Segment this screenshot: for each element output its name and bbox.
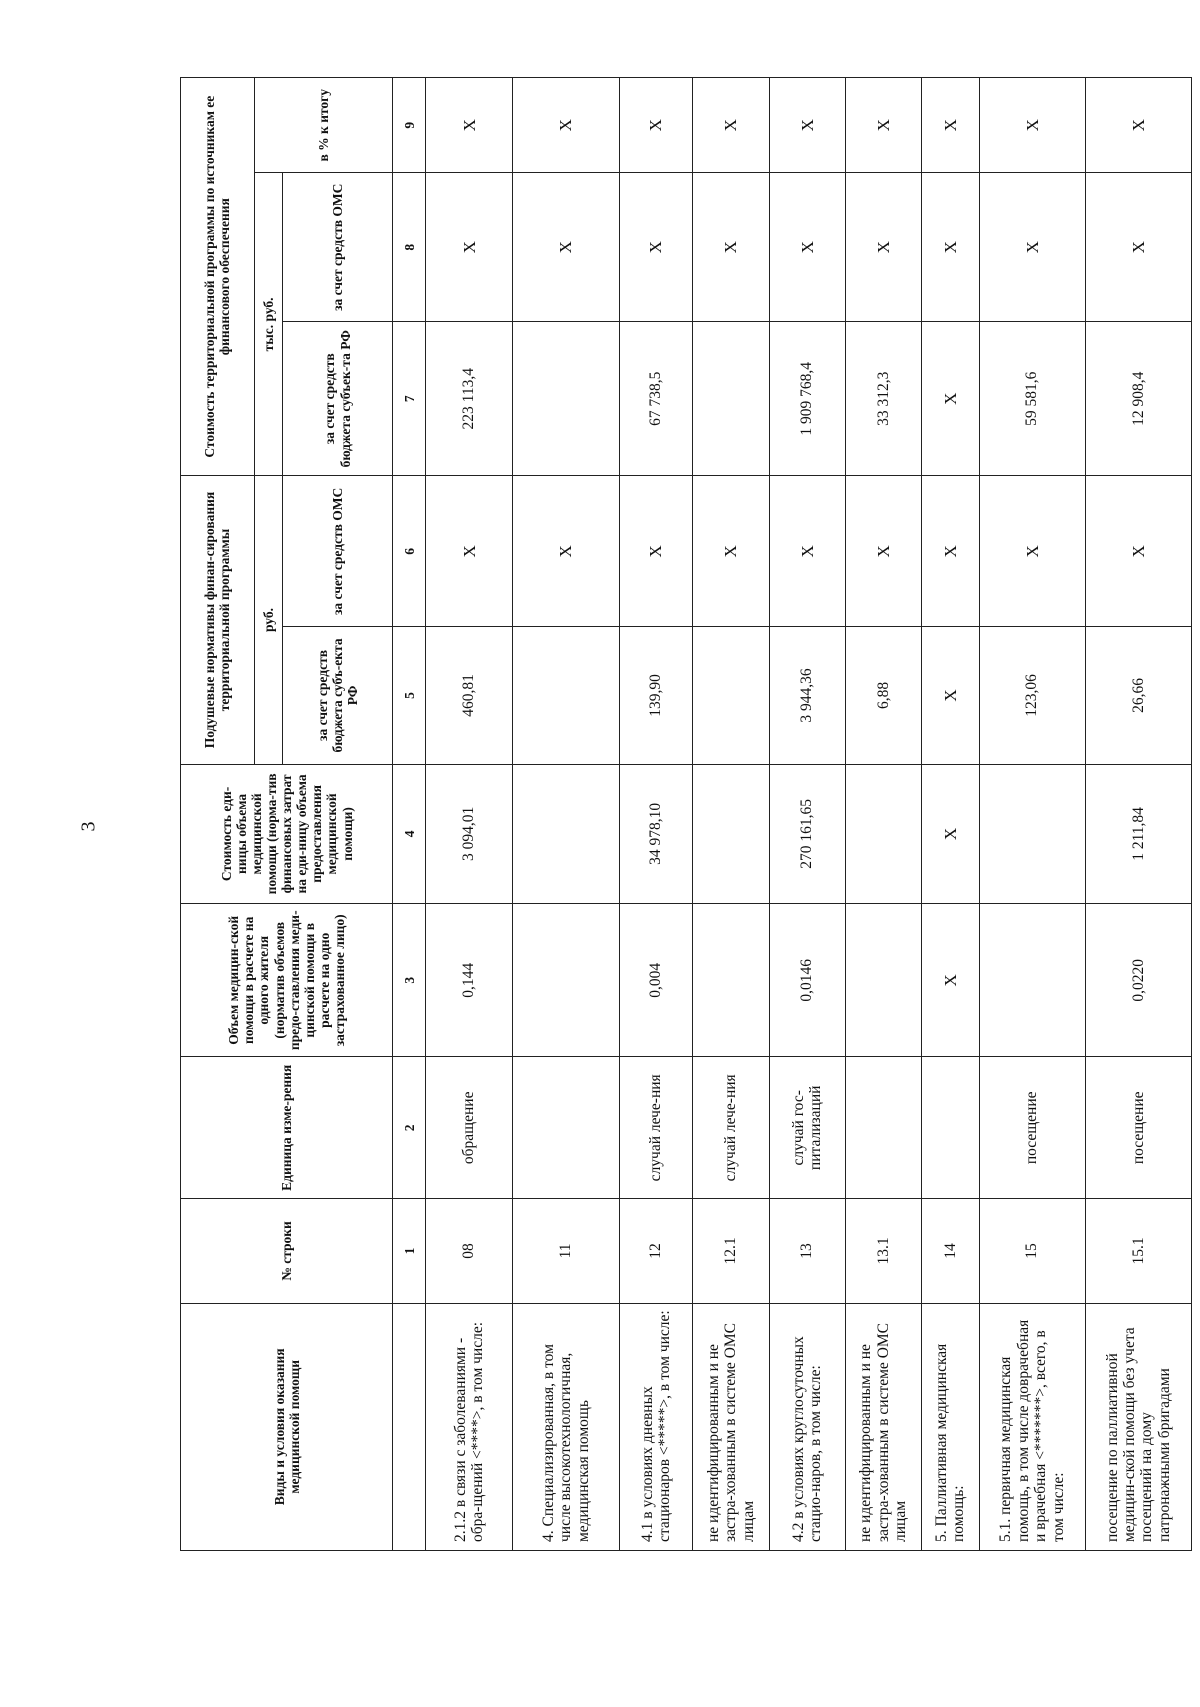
header-thous-rub: тыс. руб.	[254, 173, 282, 476]
row-norm-oms: Х	[693, 476, 769, 627]
row-norm-budget: 26,66	[1085, 627, 1191, 764]
row-unit-cost: 34 978,10	[619, 764, 693, 904]
row-name: не идентифицированным и не застра-хованным в системе ОМС лицам	[845, 1303, 921, 1550]
row-norm-oms: Х	[769, 476, 845, 627]
row-cost-budget: 67 738,5	[619, 322, 693, 476]
row-unit: случай лече-ния	[693, 1057, 769, 1199]
col-number: 7	[393, 322, 425, 476]
row-unit	[921, 1057, 979, 1199]
header-norms-group: Подушевые нормативы финан-сирования территориальной программы	[181, 476, 255, 764]
row-percent: Х	[425, 78, 513, 173]
header-volume: Объем медицин-ской помощи в расчете на одного жителя (норматив объемов предо-ставления меди-цинской помощи в расчете на одно застрахованное лицо)	[181, 904, 393, 1057]
row-norm-budget: 123,06	[979, 627, 1085, 764]
row-unit	[513, 1057, 619, 1199]
row-unit: посещение	[979, 1057, 1085, 1199]
row-name: 4.2 в условиях круглосуточных стацио-наров, в том числе:	[769, 1303, 845, 1550]
header-cost-budget: за счет средств бюджета субъек-та РФ	[282, 322, 393, 476]
header-percent: в % к итогу	[254, 78, 393, 173]
row-volume: 0,0220	[1085, 904, 1191, 1057]
row-cost-oms: Х	[1085, 173, 1191, 322]
col-number: 1	[393, 1199, 425, 1303]
header-cost: Стоимость еди-ницы объема медицинской помощи (норма-тив финансовых затрат на еди-ницу объема предоставления медицинской помощи)	[181, 764, 393, 904]
row-name: не идентифицированным и не застра-хованным в системе ОМС лицам	[693, 1303, 769, 1550]
col-number: 2	[393, 1057, 425, 1199]
row-unit-cost: 3 094,01	[425, 764, 513, 904]
row-cost-oms: Х	[979, 173, 1085, 322]
row-volume	[845, 904, 921, 1057]
row-volume: 0,144	[425, 904, 513, 1057]
row-norm-budget: 6,88	[845, 627, 921, 764]
table-row	[979, 78, 1085, 1551]
header-cost-oms: за счет средств ОМС	[282, 173, 393, 322]
row-norm-oms: Х	[513, 476, 619, 627]
page-number: 3	[77, 821, 100, 832]
table-row	[513, 78, 619, 1551]
col-number: 3	[393, 904, 425, 1057]
row-volume: Х	[921, 904, 979, 1057]
row-norm-oms: Х	[921, 476, 979, 627]
row-cost-budget: 59 581,6	[979, 322, 1085, 476]
row-unit	[845, 1057, 921, 1199]
table-row	[845, 78, 921, 1551]
financing-table	[180, 77, 1192, 1551]
row-line-number: 12.1	[693, 1199, 769, 1303]
row-norm-budget: 460,81	[425, 627, 513, 764]
row-percent: Х	[979, 78, 1085, 173]
row-unit-cost	[979, 764, 1085, 904]
row-cost-oms: Х	[769, 173, 845, 322]
row-norm-oms: Х	[1085, 476, 1191, 627]
row-norm-budget: 3 944,36	[769, 627, 845, 764]
row-cost-budget: 33 312,3	[845, 322, 921, 476]
row-cost-budget: Х	[921, 322, 979, 476]
row-norm-budget: Х	[921, 627, 979, 764]
row-volume: 0,0146	[769, 904, 845, 1057]
row-percent: Х	[769, 78, 845, 173]
row-cost-oms: Х	[693, 173, 769, 322]
header-cost-group: Стоимость территориальной программы по источникам ее финансового обеспечения	[181, 78, 255, 476]
row-percent: Х	[619, 78, 693, 173]
row-volume	[693, 904, 769, 1057]
row-cost-budget	[513, 322, 619, 476]
table-row	[425, 78, 513, 1551]
row-name: 4. Специализированная, в том числе высокотехнологичная, медицинская помощь	[513, 1303, 619, 1550]
header-line: № строки	[181, 1199, 393, 1303]
row-unit-cost	[513, 764, 619, 904]
table-row	[921, 78, 979, 1551]
row-cost-oms: Х	[619, 173, 693, 322]
row-name: посещение по паллиативной медицин-ской помощи без учета посещений на дому патронажными бригадами	[1085, 1303, 1191, 1550]
row-line-number: 15.1	[1085, 1199, 1191, 1303]
col-number: 4	[393, 764, 425, 904]
row-percent: Х	[693, 78, 769, 173]
row-name: 4.1 в условиях дневных стационаров <*****>, в том числе:	[619, 1303, 693, 1550]
col-number: 9	[393, 78, 425, 173]
row-norm-budget	[693, 627, 769, 764]
row-percent: Х	[921, 78, 979, 173]
row-unit-cost: 1 211,84	[1085, 764, 1191, 904]
header-rub: руб.	[254, 476, 282, 764]
row-percent: Х	[513, 78, 619, 173]
row-line-number: 14	[921, 1199, 979, 1303]
row-cost-oms: Х	[845, 173, 921, 322]
col-number: 8	[393, 173, 425, 322]
row-line-number: 13	[769, 1199, 845, 1303]
header-row-1	[181, 78, 255, 1551]
row-norm-oms: Х	[619, 476, 693, 627]
row-norm-oms: Х	[845, 476, 921, 627]
row-unit: случай лече-ния	[619, 1057, 693, 1199]
col-number: 5	[393, 627, 425, 764]
row-line-number: 11	[513, 1199, 619, 1303]
row-unit-cost: 270 161,65	[769, 764, 845, 904]
row-volume	[979, 904, 1085, 1057]
row-cost-budget: 223 113,4	[425, 322, 513, 476]
table-row	[1085, 78, 1191, 1551]
col-number: 6	[393, 476, 425, 627]
row-unit: посещение	[1085, 1057, 1191, 1199]
table-body	[181, 78, 1192, 1551]
header-norm-budget: за счет средств бюджета субъ-екта РФ	[282, 627, 393, 764]
row-name: 2.1.2 в связи с заболеваниями - обра-щений <****>, в том числе:	[425, 1303, 513, 1550]
col-number-blank	[393, 1303, 425, 1550]
row-unit: случай гос-питализаций	[769, 1057, 845, 1199]
row-volume	[513, 904, 619, 1057]
row-percent: Х	[845, 78, 921, 173]
row-line-number: 08	[425, 1199, 513, 1303]
row-line-number: 15	[979, 1199, 1085, 1303]
rotated-table-wrapper	[180, 77, 1192, 1551]
row-norm-oms: Х	[425, 476, 513, 627]
table-row	[769, 78, 845, 1551]
row-percent: Х	[1085, 78, 1191, 173]
row-volume: 0,004	[619, 904, 693, 1057]
header-norm-oms: за счет средств ОМС	[282, 476, 393, 627]
header-kind: Виды и условия оказания медицинской помощи	[181, 1303, 393, 1550]
row-cost-oms: Х	[513, 173, 619, 322]
column-numbers-row	[393, 78, 425, 1551]
row-norm-oms: Х	[979, 476, 1085, 627]
row-cost-oms: Х	[425, 173, 513, 322]
row-cost-budget	[693, 322, 769, 476]
row-norm-budget	[513, 627, 619, 764]
row-cost-oms: Х	[921, 173, 979, 322]
row-norm-budget: 139,90	[619, 627, 693, 764]
table-row	[619, 78, 693, 1551]
header-unit: Единица изме-рения	[181, 1057, 393, 1199]
row-name: 5. Паллиативная медицинская помощь:	[921, 1303, 979, 1550]
row-cost-budget: 1 909 768,4	[769, 322, 845, 476]
row-cost-budget: 12 908,4	[1085, 322, 1191, 476]
row-unit-cost	[845, 764, 921, 904]
table-row	[693, 78, 769, 1551]
row-unit: обращение	[425, 1057, 513, 1199]
row-unit-cost: Х	[921, 764, 979, 904]
row-line-number: 13.1	[845, 1199, 921, 1303]
row-name: 5.1. первичная медицинская помощь, в том числе доврачебная и врачебная <*******>, всего, в том числе:	[979, 1303, 1085, 1550]
row-line-number: 12	[619, 1199, 693, 1303]
row-unit-cost	[693, 764, 769, 904]
